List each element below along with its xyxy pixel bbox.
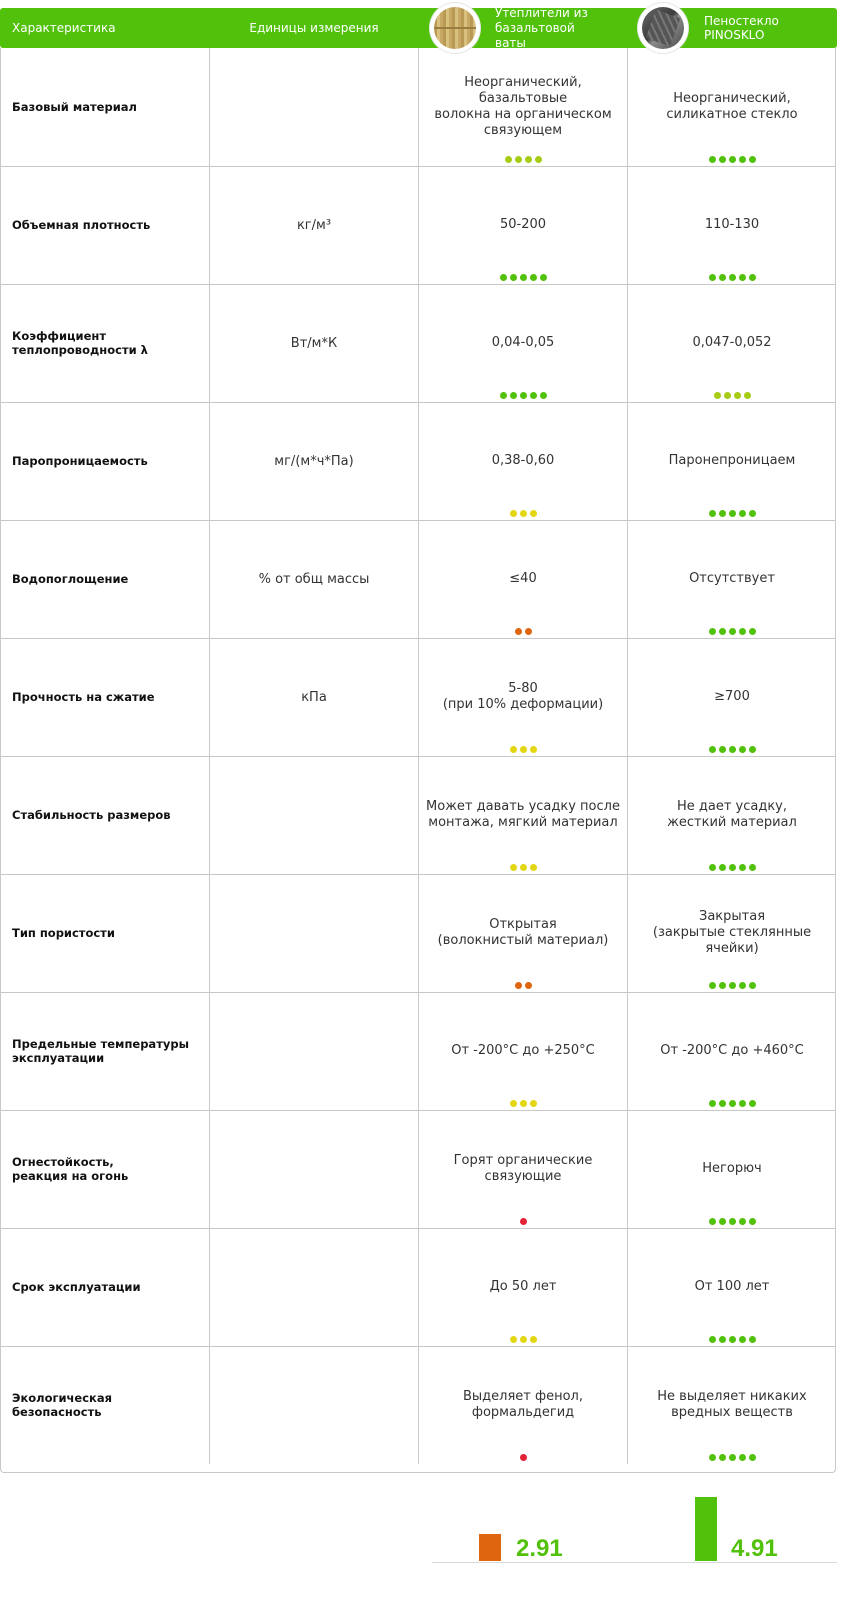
cell-units bbox=[210, 756, 419, 874]
cell-characteristic bbox=[1, 284, 210, 402]
cell-units bbox=[210, 1346, 419, 1464]
cell-pinosklo bbox=[628, 402, 836, 520]
value-text: Неорганический, силикатное стекло bbox=[666, 91, 798, 122]
rating-dot bbox=[734, 392, 741, 399]
rating-dots bbox=[419, 1100, 627, 1108]
rating-dots bbox=[628, 156, 836, 164]
characteristic-label: Экологическая безопасность bbox=[12, 1391, 112, 1419]
header-product1-label: Утеплители из базальтовой ваты bbox=[495, 5, 588, 50]
rating-dot bbox=[724, 392, 731, 399]
rating-dot bbox=[719, 1218, 726, 1225]
rating-dot bbox=[510, 864, 517, 871]
table-row bbox=[1, 520, 835, 639]
rating-dots bbox=[628, 864, 836, 872]
rating-dot bbox=[739, 1454, 746, 1461]
rating-dot bbox=[510, 274, 517, 281]
cell-characteristic bbox=[1, 402, 210, 520]
characteristic-label: Предельные температуры эксплуатации bbox=[12, 1037, 189, 1065]
unit-label bbox=[210, 874, 418, 992]
rating-dots bbox=[419, 156, 627, 164]
cell-basalt-wool bbox=[419, 1228, 628, 1346]
unit-label bbox=[210, 48, 418, 166]
rating-dot bbox=[739, 628, 746, 635]
rating-dot bbox=[749, 1336, 756, 1343]
table-row bbox=[1, 1228, 835, 1347]
cell-units bbox=[210, 284, 419, 402]
cell-pinosklo bbox=[628, 992, 836, 1110]
rating-dots bbox=[628, 392, 836, 400]
rating-dot bbox=[530, 392, 537, 399]
rating-dot bbox=[709, 628, 716, 635]
product2-score-bar bbox=[695, 1497, 717, 1561]
value-text: Открытая (волокнистый материал) bbox=[437, 917, 609, 948]
characteristic-label: Базовый материал bbox=[12, 100, 137, 114]
rating-dot bbox=[510, 1336, 517, 1343]
unit-label bbox=[210, 1346, 418, 1464]
rating-dot bbox=[739, 274, 746, 281]
rating-dot bbox=[530, 746, 537, 753]
value-text: Неорганический, базальтовые волокна на органическом связующем bbox=[434, 75, 612, 138]
rating-dot bbox=[719, 510, 726, 517]
product2-score: 4.91 bbox=[731, 1535, 778, 1562]
rating-dot bbox=[530, 1100, 537, 1107]
rating-dot bbox=[729, 156, 736, 163]
rating-dot bbox=[525, 982, 532, 989]
rating-dot bbox=[520, 1100, 527, 1107]
cell-characteristic bbox=[1, 1110, 210, 1228]
cell-basalt-wool bbox=[419, 638, 628, 756]
value-text: Не выделяет никаких вредных веществ bbox=[657, 1389, 807, 1420]
characteristic-label: Объемная плотность bbox=[12, 218, 151, 232]
rating-dots bbox=[419, 274, 627, 282]
value-text: Выделяет фенол, формальдегид bbox=[462, 1389, 583, 1420]
characteristic-label: Стабильность размеров bbox=[12, 808, 171, 822]
cell-pinosklo bbox=[628, 284, 836, 402]
cell-characteristic bbox=[1, 638, 210, 756]
cell-basalt-wool bbox=[419, 874, 628, 992]
rating-dot bbox=[500, 392, 507, 399]
value-text: Горят органические связующие bbox=[453, 1153, 593, 1184]
cell-units bbox=[210, 1110, 419, 1228]
header-characteristic: Характеристика bbox=[12, 21, 116, 35]
cell-characteristic bbox=[1, 756, 210, 874]
unit-label bbox=[210, 1228, 418, 1346]
rating-dot bbox=[709, 864, 716, 871]
rating-dot bbox=[520, 274, 527, 281]
rating-dot bbox=[739, 746, 746, 753]
cell-basalt-wool bbox=[419, 1346, 628, 1464]
rating-dot bbox=[729, 1454, 736, 1461]
unit-label bbox=[210, 992, 418, 1110]
value-text: От 100 лет bbox=[694, 1279, 770, 1294]
header-product2: Пеностекло PINOSKLO bbox=[704, 14, 779, 42]
rating-dot bbox=[510, 746, 517, 753]
rating-dot bbox=[719, 864, 726, 871]
rating-dots bbox=[419, 1218, 627, 1226]
table-row bbox=[1, 48, 835, 167]
rating-dot bbox=[739, 982, 746, 989]
rating-dot bbox=[530, 1336, 537, 1343]
rating-dots bbox=[419, 746, 627, 754]
rating-dot bbox=[729, 864, 736, 871]
rating-dot bbox=[749, 864, 756, 871]
table-row bbox=[1, 1346, 835, 1464]
rating-dot bbox=[719, 1100, 726, 1107]
cell-characteristic bbox=[1, 1228, 210, 1346]
rating-dots bbox=[628, 1454, 836, 1462]
rating-dot bbox=[515, 982, 522, 989]
rating-dot bbox=[729, 628, 736, 635]
cell-basalt-wool bbox=[419, 48, 628, 166]
rating-dot bbox=[709, 982, 716, 989]
unit-label: мг/(м*ч*Па) bbox=[274, 453, 354, 469]
cell-basalt-wool bbox=[419, 1110, 628, 1228]
cell-pinosklo bbox=[628, 1110, 836, 1228]
rating-dot bbox=[729, 274, 736, 281]
rating-dots bbox=[419, 864, 627, 872]
cell-basalt-wool bbox=[419, 520, 628, 638]
rating-dot bbox=[520, 1454, 527, 1461]
value-text: 50-200 bbox=[499, 217, 547, 232]
rating-dot bbox=[719, 156, 726, 163]
characteristic-label: Срок эксплуатации bbox=[12, 1280, 141, 1294]
rating-dot bbox=[709, 274, 716, 281]
rating-dot bbox=[749, 628, 756, 635]
value-text: 0,04-0,05 bbox=[491, 335, 555, 350]
rating-dot bbox=[719, 1454, 726, 1461]
header-units: Единицы измерения bbox=[249, 21, 379, 35]
cell-pinosklo bbox=[628, 48, 836, 166]
table-body bbox=[0, 48, 836, 1473]
rating-dot bbox=[709, 510, 716, 517]
value-text: ≥700 bbox=[714, 689, 750, 704]
cell-pinosklo bbox=[628, 166, 836, 284]
rating-dot bbox=[719, 274, 726, 281]
rating-dot bbox=[739, 510, 746, 517]
rating-dots bbox=[628, 510, 836, 518]
rating-dots bbox=[419, 1336, 627, 1344]
cell-characteristic bbox=[1, 520, 210, 638]
cell-characteristic bbox=[1, 1346, 210, 1464]
table-row bbox=[1, 874, 835, 993]
rating-dot bbox=[520, 1336, 527, 1343]
unit-label: Вт/м*К bbox=[290, 335, 338, 351]
unit-label: % от общ массы bbox=[258, 571, 370, 587]
value-text: 110-130 bbox=[704, 217, 760, 232]
value-text: Негорюч bbox=[702, 1161, 762, 1176]
rating-dot bbox=[749, 1454, 756, 1461]
rating-dot bbox=[739, 864, 746, 871]
rating-dot bbox=[749, 746, 756, 753]
unit-label: кПа bbox=[301, 689, 327, 705]
cell-units bbox=[210, 402, 419, 520]
cell-units bbox=[210, 638, 419, 756]
rating-dot bbox=[749, 274, 756, 281]
rating-dots bbox=[419, 1454, 627, 1462]
cell-units bbox=[210, 520, 419, 638]
cell-pinosklo bbox=[628, 874, 836, 992]
rating-dot bbox=[520, 392, 527, 399]
cell-units bbox=[210, 166, 419, 284]
rating-dot bbox=[520, 1218, 527, 1225]
cell-characteristic bbox=[1, 166, 210, 284]
rating-dots bbox=[628, 1218, 836, 1226]
rating-dot bbox=[520, 510, 527, 517]
cell-basalt-wool bbox=[419, 756, 628, 874]
rating-dot bbox=[749, 1218, 756, 1225]
cell-units bbox=[210, 1228, 419, 1346]
value-text: Закрытая (закрытые стеклянные ячейки) bbox=[652, 909, 812, 956]
rating-dot bbox=[749, 510, 756, 517]
value-text: ≤40 bbox=[509, 571, 537, 586]
rating-dot bbox=[709, 1218, 716, 1225]
rating-dot bbox=[530, 864, 537, 871]
rating-dot bbox=[739, 1100, 746, 1107]
table-row bbox=[1, 638, 835, 757]
rating-dots bbox=[628, 746, 836, 754]
rating-dot bbox=[709, 1336, 716, 1343]
table-row bbox=[1, 284, 835, 403]
rating-dot bbox=[515, 156, 522, 163]
characteristic-label: Коэффициент теплопроводности λ bbox=[12, 329, 148, 357]
cell-units bbox=[210, 874, 419, 992]
cell-units bbox=[210, 48, 419, 166]
table-row bbox=[1, 992, 835, 1111]
characteristic-label: Прочность на сжатие bbox=[12, 690, 155, 704]
rating-dot bbox=[535, 156, 542, 163]
cell-pinosklo bbox=[628, 756, 836, 874]
value-text: 5-80 (при 10% деформации) bbox=[442, 681, 604, 712]
cell-basalt-wool bbox=[419, 402, 628, 520]
rating-dot bbox=[540, 392, 547, 399]
unit-label bbox=[210, 1110, 418, 1228]
value-text: 0,047-0,052 bbox=[692, 335, 772, 350]
cell-characteristic bbox=[1, 992, 210, 1110]
rating-dot bbox=[729, 1218, 736, 1225]
rating-dot bbox=[729, 1336, 736, 1343]
rating-dot bbox=[749, 982, 756, 989]
rating-dot bbox=[530, 274, 537, 281]
table-row bbox=[1, 1110, 835, 1229]
rating-dot bbox=[709, 1454, 716, 1461]
rating-dots bbox=[419, 510, 627, 518]
rating-dot bbox=[729, 982, 736, 989]
header-product1 bbox=[495, 5, 605, 50]
cell-characteristic bbox=[1, 874, 210, 992]
cell-characteristic bbox=[1, 48, 210, 166]
rating-dots bbox=[628, 1336, 836, 1344]
rating-dot bbox=[719, 1336, 726, 1343]
rating-dot bbox=[510, 1100, 517, 1107]
value-text: Может давать усадку после монтажа, мягкий материал bbox=[426, 799, 620, 830]
value-text: От -200°С до +250°С bbox=[451, 1043, 595, 1058]
cell-pinosklo bbox=[628, 638, 836, 756]
totals-section bbox=[0, 1480, 857, 1610]
value-text: 0,38-0,60 bbox=[491, 453, 555, 468]
rating-dots bbox=[628, 1100, 836, 1108]
rating-dots bbox=[419, 392, 627, 400]
rating-dot bbox=[520, 746, 527, 753]
rating-dot bbox=[719, 982, 726, 989]
rating-dot bbox=[510, 392, 517, 399]
value-text: Паронепроницаем bbox=[668, 453, 796, 468]
characteristic-label: Огнестойкость, реакция на огонь bbox=[12, 1155, 129, 1183]
cell-pinosklo bbox=[628, 1346, 836, 1464]
value-text: От -200°С до +460°С bbox=[660, 1043, 804, 1058]
rating-dot bbox=[540, 274, 547, 281]
rating-dot bbox=[744, 392, 751, 399]
rating-dot bbox=[729, 510, 736, 517]
table-row bbox=[1, 166, 835, 285]
table-row bbox=[1, 756, 835, 875]
rating-dots bbox=[628, 274, 836, 282]
rating-dots bbox=[628, 628, 836, 636]
rating-dot bbox=[500, 274, 507, 281]
rating-dot bbox=[749, 156, 756, 163]
rating-dot bbox=[709, 156, 716, 163]
rating-dots bbox=[419, 982, 627, 990]
unit-label bbox=[210, 756, 418, 874]
cell-basalt-wool bbox=[419, 992, 628, 1110]
rating-dot bbox=[749, 1100, 756, 1107]
foam-glass-thumbnail bbox=[638, 3, 688, 53]
rating-dot bbox=[739, 1218, 746, 1225]
rating-dots bbox=[628, 982, 836, 990]
value-text: Отсутствует bbox=[689, 571, 775, 586]
cell-pinosklo bbox=[628, 520, 836, 638]
rating-dot bbox=[505, 156, 512, 163]
rating-dot bbox=[719, 746, 726, 753]
rating-dot bbox=[739, 156, 746, 163]
table-row bbox=[1, 402, 835, 521]
table-header bbox=[0, 5, 837, 50]
cell-units bbox=[210, 992, 419, 1110]
characteristic-label: Водопоглощение bbox=[12, 572, 129, 586]
rating-dot bbox=[729, 1100, 736, 1107]
rating-dot bbox=[709, 746, 716, 753]
rating-dots bbox=[419, 628, 627, 636]
rating-dot bbox=[530, 510, 537, 517]
basalt-wool-thumbnail bbox=[430, 3, 480, 53]
cell-basalt-wool bbox=[419, 166, 628, 284]
product1-score: 2.91 bbox=[516, 1535, 563, 1562]
rating-dot bbox=[729, 746, 736, 753]
cell-basalt-wool bbox=[419, 284, 628, 402]
rating-dot bbox=[520, 864, 527, 871]
rating-dot bbox=[515, 628, 522, 635]
rating-dot bbox=[714, 392, 721, 399]
cell-pinosklo bbox=[628, 1228, 836, 1346]
unit-label: кг/м³ bbox=[296, 217, 332, 233]
rating-dot bbox=[739, 1336, 746, 1343]
value-text: До 50 лет bbox=[489, 1279, 557, 1294]
value-text: Не дает усадку, жесткий материал bbox=[667, 799, 797, 830]
characteristic-label: Паропроницаемость bbox=[12, 454, 148, 468]
rating-dot bbox=[510, 510, 517, 517]
characteristic-label: Тип пористости bbox=[12, 926, 115, 940]
rating-dot bbox=[525, 628, 532, 635]
rating-dot bbox=[719, 628, 726, 635]
product1-score-bar bbox=[479, 1534, 501, 1561]
rating-dot bbox=[525, 156, 532, 163]
rating-dot bbox=[709, 1100, 716, 1107]
